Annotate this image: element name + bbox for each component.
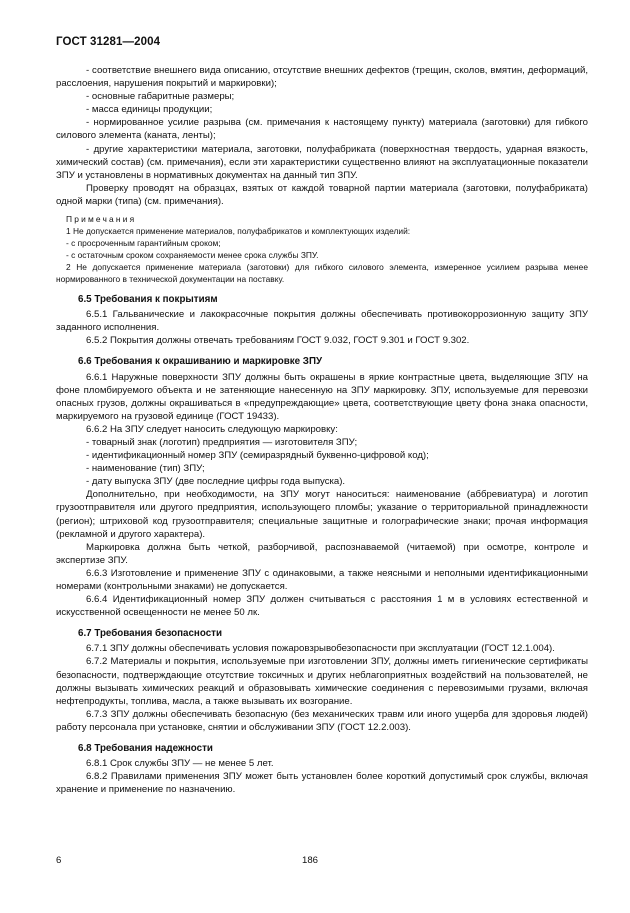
section-heading: 6.7 Требования безопасности — [78, 628, 222, 640]
intro-item: Проверку проводят на образцах, взятых от каждой товарной партии материала (заготовки, полуфабриката) одной марки (типа) (см. примечания). — [56, 182, 588, 207]
section-paragraph: 6.6.4 Идентификационный номер ЗПУ должен считываться с расстояния 1 м в условиях естественной и искусственной освещенности не менее 50 лк. — [56, 594, 588, 619]
section-paragraph: 6.7.3 ЗПУ должны обеспечивать безопасную (без механических травм или иного ущерба для здоровья людей) работу персонала при установке, снятии и обслуживании ЗПУ (ГОСТ 12.2.003). — [56, 708, 588, 733]
note-item: 2 Не допускается применение материала (заготовки) для гибкого силового элемента, измеренное усилием разрыва менее нормированного в технической документации на поставку. — [56, 262, 588, 285]
section-paragraph: - товарный знак (логотип) предприятия — изготовителя ЗПУ; — [86, 436, 358, 448]
section-paragraph: 6.7.1 ЗПУ должны обеспечивать условия пожаровзрывобезопасности при эксплуатации (ГОСТ 12.1.004). — [86, 643, 555, 655]
section-paragraph: 6.8.1 Срок службы ЗПУ — не менее 5 лет. — [86, 758, 274, 770]
document-title: ГОСТ 31281—2004 — [56, 36, 161, 48]
sheet-number: 186 — [302, 855, 319, 866]
section-paragraph: 6.8.2 Правилами применения ЗПУ может быть установлен более короткий допустимый срок службы, включая хранение и применение по назначению. — [56, 771, 588, 796]
section-paragraph: 6.6.3 Изготовление и применение ЗПУ с одинаковыми, а также неясными и неполными идентификационными номерами (контрольными знаками) не допускается. — [56, 567, 588, 592]
section-paragraph: - идентификационный номер ЗПУ (семиразрядный буквенно-цифровой код); — [86, 450, 429, 462]
section-6-7 — [56, 627, 588, 734]
section-paragraph: 6.6.2 На ЗПУ следует наносить следующую маркировку: — [86, 423, 338, 435]
intro-block — [56, 64, 588, 208]
section-heading: 6.8 Требования надежности — [78, 743, 213, 755]
section-paragraph: 6.5.1 Гальванические и лакокрасочные покрытия должны обеспечивать противокоррозионную защиту ЗПУ заданного исполнения. — [56, 309, 588, 334]
intro-item: - нормированное усилие разрыва (см. примечания к настоящему пункту) материала (заготовки) для гибкого силового элемента (каната, ленты); — [56, 117, 588, 142]
document-body — [56, 64, 588, 796]
section-paragraph: - дату выпуска ЗПУ (две последние цифры года выпуска). — [86, 476, 346, 488]
note-item: - с просроченным гарантийным сроком; — [66, 238, 221, 249]
note-item: - с остаточным сроком сохраняемости менее срока службы ЗПУ. — [66, 250, 319, 261]
section-heading: 6.6 Требования к окрашиванию и маркировке ЗПУ — [78, 356, 323, 368]
section-6-8 — [56, 742, 588, 796]
page-number: 6 — [56, 855, 62, 866]
intro-item: - масса единицы продукции; — [86, 104, 213, 116]
section-paragraph: - наименование (тип) ЗПУ; — [86, 463, 205, 475]
intro-item: - другие характеристики материала, заготовки, полуфабриката (поверхностная твердость, ударная вязкость, химический состав) (см. примечания), если эти характеристики существенно влияют на эксплуатационные показатели ЗПУ и установлены в нормативных документах на данный тип ЗПУ. — [56, 143, 588, 181]
section-paragraph: Маркировка должна быть четкой, разборчивой, распознаваемой (читаемой) при осмотре, контроле и экспертизе ЗПУ. — [56, 541, 588, 566]
section-6-6 — [56, 355, 588, 619]
notes-block — [56, 213, 588, 285]
section-heading: 6.5 Требования к покрытиям — [78, 294, 218, 306]
section-paragraph: 6.7.2 Материалы и покрытия, используемые при изготовлении ЗПУ, должны иметь гигиенические сертификаты безопасности, подтверждающие отсутствие токсичных и других неблагоприятных воздействий на пользователей, не должны вызывать химических реакций и образовывать химические соединения с перевозимыми грузами, включая нефтепродукты, топлива, масла, а также вызывать их возгорание. — [56, 656, 588, 707]
section-6-5 — [56, 293, 588, 347]
intro-item: - соответствие внешнего вида описанию, отсутствие внешних дефектов (трещин, сколов, вмятин, деформаций, расслоения, нарушения покрытий и маркировки); — [56, 65, 588, 90]
note-item: 1 Не допускается применение материалов, полуфабрикатов и комплектующих изделий: — [66, 226, 411, 237]
section-paragraph: 6.5.2 Покрытия должны отвечать требованиям ГОСТ 9.032, ГОСТ 9.301 и ГОСТ 9.302. — [86, 335, 470, 347]
section-paragraph: 6.6.1 Наружные поверхности ЗПУ должны быть окрашены в яркие контрастные цвета, выделяющие ЗПУ на фоне пломбируемого объекта и не затеняющие нанесенную на ЗПУ маркировку. ЗПУ, используемые для перевозки опасных грузов, должны окрашиваться в «предупреждающие» цвета, соответствующие цвету фона знака опасности, маркируемого на грузовой единице (ГОСТ 19433). — [56, 371, 588, 422]
section-paragraph: Дополнительно, при необходимости, на ЗПУ могут наноситься: наименование (аббревиатура) и логотип грузоотправителя или другого предприятия, использующего пломбы; указание о территориальной принадлежности (регион); штриховой код грузоотправителя; специальные защитные и голографические знаки; прочая информация (рекламной и другого характера). — [56, 489, 588, 540]
intro-item: - основные габаритные размеры; — [86, 91, 235, 103]
notes-heading: Примечания — [66, 214, 137, 225]
